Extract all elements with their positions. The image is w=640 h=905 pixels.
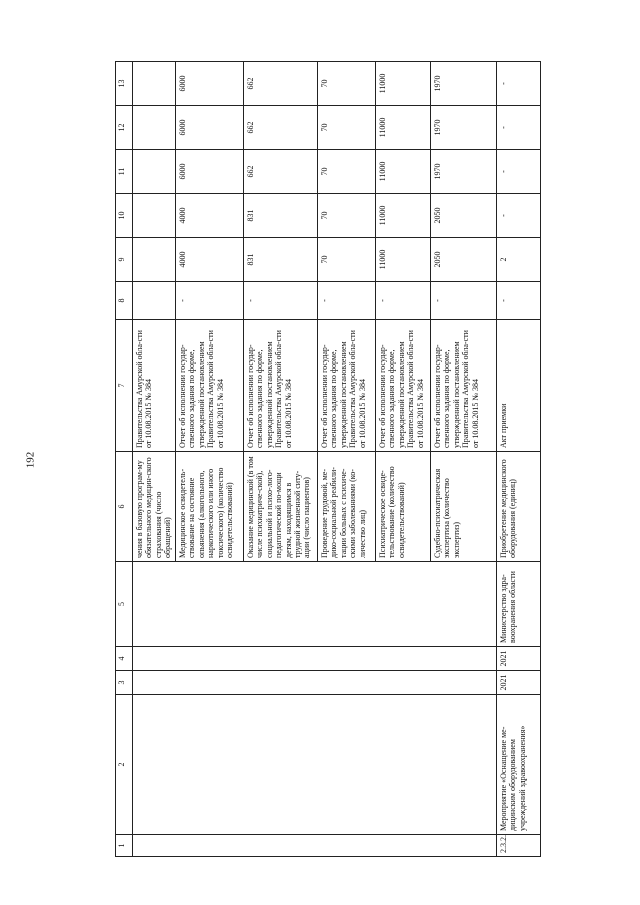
cell-value: 831 [243,194,317,238]
cell-name [133,695,497,835]
cell-indicator: Медицинское освидетель-ствование на состояние опьянения (алкогольного, наркотического или иного токсического) (количество освидетельствований) [175,452,243,562]
cell-value: 6000 [175,106,243,150]
cell-value: 4000 [175,194,243,238]
col-header: 7 [116,320,133,452]
cell-value: 11000 [375,238,430,282]
cell-source: Отчет об исполнении государ-ственного задания по форме, утвержденной постановлением Правительства Амурской обла-сти от 10.08.2015 № 384 [243,320,317,452]
cell-value: - [496,62,540,106]
cell-indicator: Судебно-психиатрическая экспертиза (количество экспертиз) [430,452,496,562]
col-header: 13 [116,62,133,106]
cell-indicator: Приобретение медицинского оборудования (единиц) [496,452,540,562]
cell-source: Отчет об исполнении государ-ственного задания по форме, утвержденной постановлением Правительства Амурской обла-сти от 10.08.2015 № 384 [375,320,430,452]
col-header: 11 [116,150,133,194]
cell-value [133,62,176,106]
cell-value: - [496,282,540,320]
cell-value: 6000 [175,150,243,194]
cell-number [133,835,497,857]
cell-value: 70 [317,106,375,150]
cell-value: 662 [243,106,317,150]
col-header: 10 [116,194,133,238]
cell-value [133,194,176,238]
cell-source: Отчет об исполнении государ-ственного задания по форме, утвержденной постановлением Правительства Амурской обла-сти от 10.08.2015 № 384 [317,320,375,452]
cell-value: - [496,150,540,194]
cell-value: 70 [317,238,375,282]
cell-number: 2.3.2. [496,835,540,857]
cell-value [133,238,176,282]
cell-value: 1970 [430,106,496,150]
col-header: 1 [116,835,133,857]
cell-value: 831 [243,238,317,282]
col-header: 9 [116,238,133,282]
cell-value [133,150,176,194]
cell-value: - [375,282,430,320]
cell-value: 11000 [375,62,430,106]
cell-value: 70 [317,194,375,238]
cell-value: 662 [243,62,317,106]
cell-value: 11000 [375,150,430,194]
cell-indicator: Психиатрическое освиде-тельствование (количество освидетельствований) [375,452,430,562]
cell-start-year: 2021 [496,671,540,695]
cell-start-year [133,671,497,695]
cell-source: Акт приемки [496,320,540,452]
col-header: 2 [116,695,133,835]
cell-value: 6000 [175,62,243,106]
cell-indicator: чения в базовую програм-му обязательного медицин-ского страхования (число обращений) [133,452,176,562]
cell-executor [133,562,497,647]
cell-value: - [496,106,540,150]
cell-value: 2 [496,238,540,282]
cell-executor: Министерство здра-воохранения области [496,562,540,647]
program-table [115,61,541,857]
cell-source: Отчет об исполнении государ-ственного задания по форме, утвержденной постановлением Правительства Амурской обла-сти от 10.08.2015 № 384 [175,320,243,452]
cell-value: 2050 [430,194,496,238]
cell-value: - [243,282,317,320]
cell-indicator: Оказание медицинской (в том числе психиатриче-ской), социальной и психо-лого-педагогической по-мощи детям, находящимся в трудной жизненной ситу-ации (число пациентов) [243,452,317,562]
cell-value: - [175,282,243,320]
cell-value: - [317,282,375,320]
cell-value: - [496,194,540,238]
cell-value: 4000 [175,238,243,282]
col-header: 12 [116,106,133,150]
col-header: 6 [116,452,133,562]
page-number: 192 [24,451,37,469]
cell-indicator: Проведение трудовой, ме-дико-социальной реабили-тации больных с психиче-скими заболеваниями (ко-личество лиц) [317,452,375,562]
cell-value: 662 [243,150,317,194]
cell-value: - [430,282,496,320]
header-row [116,62,133,857]
cell-value: 11000 [375,106,430,150]
col-header: 5 [116,562,133,647]
table-row [133,62,176,857]
cell-value: 1970 [430,150,496,194]
rotated-table-container [115,62,526,857]
cell-value: 70 [317,150,375,194]
table-row [496,62,540,857]
cell-value: 1970 [430,62,496,106]
cell-name: Мероприятие «Оснащение ме-дицинским оборудованием учреждений здравоохранения» [496,695,540,835]
cell-value: 70 [317,62,375,106]
cell-source: Правительства Амурской обла-сти от 10.08.2015 № 384 [133,320,176,452]
cell-value: 2050 [430,238,496,282]
cell-source: Отчет об исполнении государ-ственного задания по форме, утвержденной постановлением Правительства Амурской обла-сти от 10.08.2015 № 384 [430,320,496,452]
cell-end-year: 2021 [496,647,540,671]
col-header: 8 [116,282,133,320]
cell-end-year [133,647,497,671]
cell-value [133,106,176,150]
cell-value: 11000 [375,194,430,238]
cell-value [133,282,176,320]
col-header: 4 [116,647,133,671]
col-header: 3 [116,671,133,695]
